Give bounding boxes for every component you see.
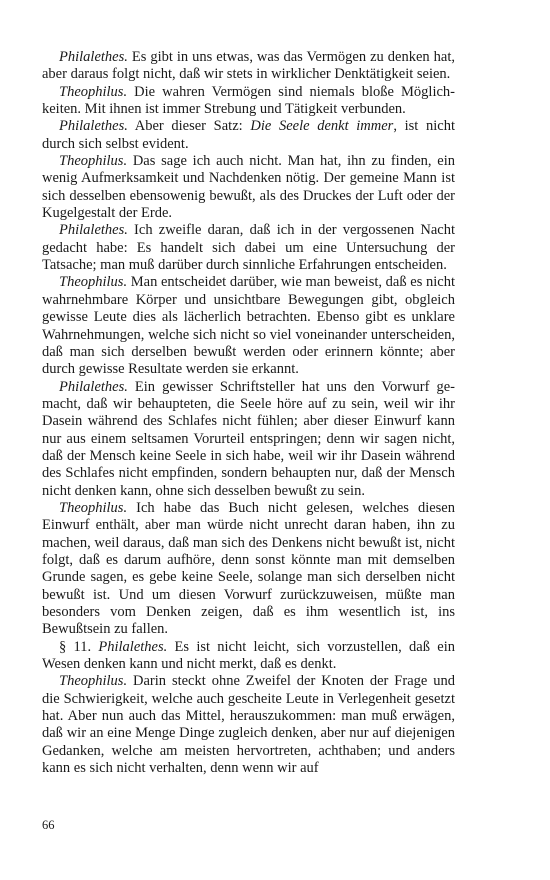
paragraph-text: Ich zweifle daran, daß ich in der vergossenen Nacht gedacht habe: Es handelt sich dabei um eine Untersuchung der Tatsache; man muß darüber durch sinnliche Erfahrungen entscheiden. xyxy=(42,222,455,274)
paragraph-text: Ein gewisser Schriftsteller hat uns den Vorwurf gemacht, daß wir behaupteten, die Seele höre auf zu sein, weil wir ihr Dasein während des Schlafes nicht fühlen; aber dieser Einwurf kann nur aus einem seltsamen Vorurteil entspringen; denn wir sagen nicht, daß der Mensch keine Seele in sich habe, weil wir ihr Dasein während des Schlafes nicht empfinden, sondern behaupten nur, daß der Mensch nicht denken kann, ohne sich desselben bewußt zu sein. xyxy=(42,378,455,499)
paragraph-text: Die wahren Vermögen sind niemals bloße Möglichkeiten. Mit ihnen ist immer Strebung und Tätigkeit verbunden. xyxy=(42,83,455,118)
paragraph xyxy=(42,153,455,222)
paragraph xyxy=(42,673,455,777)
paragraph-text: Ich habe das Buch nicht gelesen, welches diesen Einwurf enthält, aber man würde nicht unrecht daran haben, ihn zu machen, weil daraus, daß man sich des Denkens nicht bewußt ist, nicht folgt, daß es darum aufhöre, denn sonst könnte man mit demselben Grunde sagen, es gebe keine Seele, solange man sich derselben nicht bewußt ist. Und um diesen Vorwurf zurückzuweisen, müßte man besonders vom Denken zeigen, daß es ihm wesentlich ist, ins Bewußtsein zu fallen. xyxy=(42,499,455,638)
paragraph-text-continued: , ist nicht durch sich selbst evident. xyxy=(42,118,455,152)
speaker-name: Theophilus. xyxy=(59,499,128,516)
paragraph-text: Das sage ich auch nicht. Man hat, ihn zu finden, ein wenig Aufmerksamkeit und Nachdenken nötig. Der gemeine Mann ist sich desselben ebensowenig bewußt, als des Druckes der Luft oder der Kugelgestalt der Erde. xyxy=(42,153,455,222)
body-text xyxy=(42,49,455,777)
speaker-name: Theophilus. xyxy=(59,274,128,291)
emphasized-phrase: Die Seele denkt immer xyxy=(250,118,394,135)
paragraph xyxy=(42,222,455,274)
speaker-name: Theophilus. xyxy=(59,83,128,100)
section-marker: § 11. xyxy=(59,638,99,655)
speaker-name: Philalethes. xyxy=(59,378,128,395)
paragraph-text: Darin steckt ohne Zweifel der Knoten der Frage und die Schwierigkeit, welche auch gescheite Leute in Verlegenheit gesetzt hat. Aber nun auch das Mittel, herauszukommen: man muß erwägen, daß wir an eine Menge Dinge zugleich denken, aber nur auf diejenigen Gedanken, welche am meisten hervortreten, achthaben; und anders kann es sich nicht verhalten, denn wenn wir auf xyxy=(42,673,455,777)
paragraph-text: Es ist nicht leicht, sich vorzustellen, daß ein Wesen denken kann und nicht merkt, daß es denkt. xyxy=(42,638,455,673)
paragraph-text: Man entscheidet darüber, wie man beweist, daß es nicht wahrnehmbare Körper und unsichtbare Bewegungen gibt, obgleich gewisse Leute dies als lächerlich betrachten. Ebenso gibt es unklare Wahrnehmungen, welche sich nicht so viel voneinander unterscheiden, daß man sich derselben bewußt werden oder erinnern könnte; aber durch gewisse Resultate werden sie erkannt. xyxy=(42,274,455,378)
paragraph xyxy=(42,639,455,674)
paragraph xyxy=(42,379,455,500)
speaker-name: Philalethes. xyxy=(59,118,128,135)
speaker-name: Philalethes. xyxy=(59,49,128,65)
paragraph xyxy=(42,49,455,84)
speaker-name: Theophilus. xyxy=(59,673,128,690)
paragraph xyxy=(42,274,455,378)
speaker-name: Philalethes. xyxy=(98,638,168,655)
paragraph xyxy=(42,118,455,153)
speaker-name: Philalethes. xyxy=(59,222,128,239)
page-number: 66 xyxy=(42,818,55,832)
paragraph-text: Es gibt in uns etwas, was das Vermögen zu denken hat, aber daraus folgt nicht, daß wir stets in wirklicher Denktätigkeit seien. xyxy=(42,49,455,83)
paragraph-text: Aber dieser Satz: xyxy=(127,118,251,135)
speaker-name: Theophilus. xyxy=(59,153,128,170)
paragraph xyxy=(42,84,455,119)
paragraph xyxy=(42,500,455,639)
